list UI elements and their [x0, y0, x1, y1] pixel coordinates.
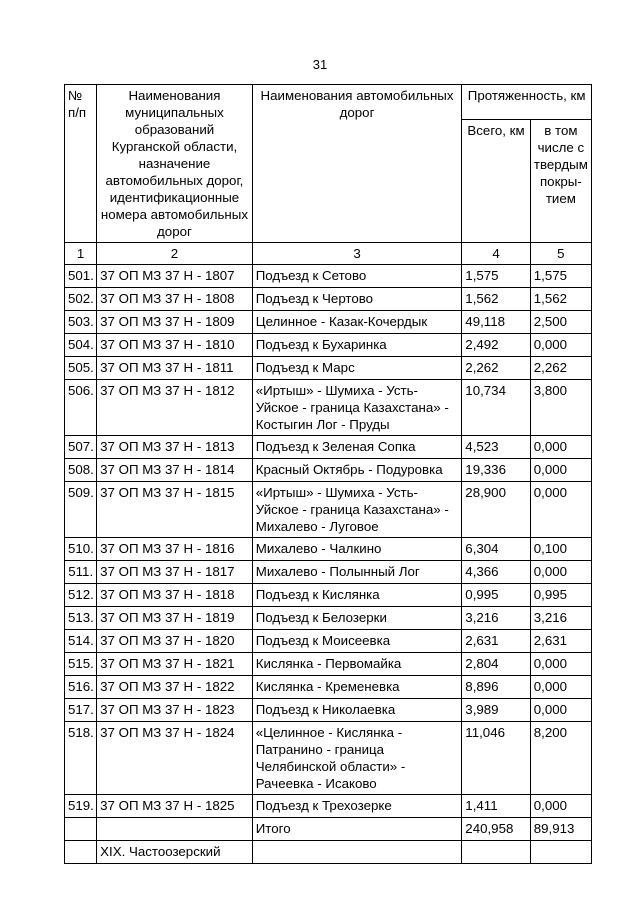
road-name: Кислянка - Первомайка [252, 653, 462, 676]
table-row [65, 380, 592, 436]
length-total: 1,411 [462, 795, 530, 818]
row-number: 508. [65, 459, 97, 482]
length-total: 8,896 [462, 676, 530, 699]
road-id-code: 37 ОП МЗ 37 Н - 1818 [97, 584, 253, 607]
length-paved: 3,800 [530, 380, 591, 436]
row-number: 515. [65, 653, 97, 676]
road-name: Подъезд к Белозерки [252, 607, 462, 630]
length-total: 10,734 [462, 380, 530, 436]
empty-cell [65, 818, 97, 841]
column-number: 3 [252, 243, 462, 265]
road-id-code: 37 ОП МЗ 37 Н - 1816 [97, 538, 253, 561]
road-name: «Целинное - Кислянка - Патранино - граница Челябинской области» - Рачеевка - Исаково [252, 722, 462, 795]
length-total: 2,492 [462, 334, 530, 357]
length-paved: 0,995 [530, 584, 591, 607]
empty-cell [65, 841, 97, 864]
total-length: 240,958 [462, 818, 530, 841]
road-id-code: 37 ОП МЗ 37 Н - 1819 [97, 607, 253, 630]
row-number: 518. [65, 722, 97, 795]
header-length-group: Протяженность, км [462, 85, 592, 120]
table-row [65, 722, 592, 795]
road-name: Подъезд к Сетово [252, 265, 462, 288]
length-total: 2,262 [462, 357, 530, 380]
table-row [65, 795, 592, 818]
road-id-code: 37 ОП МЗ 37 Н - 1817 [97, 561, 253, 584]
header-municipal: Наименования муниципальных образований Курганской области, назначение автомобильных дорог, идентификационные номера автомобильных дорог [97, 85, 253, 243]
row-number: 511. [65, 561, 97, 584]
length-total: 6,304 [462, 538, 530, 561]
road-name: Михалево - Чалкино [252, 538, 462, 561]
row-number: 506. [65, 380, 97, 436]
road-name: Подъезд к Кислянка [252, 584, 462, 607]
empty-cell [97, 818, 253, 841]
empty-cell [530, 841, 591, 864]
length-paved: 0,000 [530, 676, 591, 699]
column-number-row [65, 243, 592, 265]
length-total: 49,118 [462, 311, 530, 334]
table-row [65, 459, 592, 482]
length-total: 0,995 [462, 584, 530, 607]
header-num: № п/п [65, 85, 97, 243]
road-name: Подъезд к Бухаринка [252, 334, 462, 357]
roads-table [64, 84, 592, 864]
length-paved: 0,000 [530, 795, 591, 818]
table-row [65, 699, 592, 722]
road-id-code: 37 ОП МЗ 37 Н - 1823 [97, 699, 253, 722]
header-total: Всего, км [462, 120, 530, 243]
empty-cell [462, 841, 530, 864]
road-id-code: 37 ОП МЗ 37 Н - 1807 [97, 265, 253, 288]
column-number: 2 [97, 243, 253, 265]
length-paved: 0,000 [530, 561, 591, 584]
length-paved: 1,562 [530, 288, 591, 311]
road-name: Подъезд к Николаевка [252, 699, 462, 722]
length-paved: 8,200 [530, 722, 591, 795]
table-row [65, 436, 592, 459]
column-number: 1 [65, 243, 97, 265]
table-row [65, 311, 592, 334]
section-label: XIX. Частоозерский [97, 841, 253, 864]
row-number: 509. [65, 482, 97, 538]
table-row [65, 607, 592, 630]
road-name: Подъезд к Чертово [252, 288, 462, 311]
road-name: Михалево - Полынный Лог [252, 561, 462, 584]
length-total: 11,046 [462, 722, 530, 795]
road-name: Подъезд к Трехозерке [252, 795, 462, 818]
total-label: Итого [252, 818, 462, 841]
road-id-code: 37 ОП МЗ 37 Н - 1811 [97, 357, 253, 380]
length-total: 4,523 [462, 436, 530, 459]
road-id-code: 37 ОП МЗ 37 Н - 1822 [97, 676, 253, 699]
length-total: 3,216 [462, 607, 530, 630]
length-total: 4,366 [462, 561, 530, 584]
road-id-code: 37 ОП МЗ 37 Н - 1824 [97, 722, 253, 795]
header-road-names: Наименования автомобильных дорог [252, 85, 462, 243]
row-number: 513. [65, 607, 97, 630]
road-id-code: 37 ОП МЗ 37 Н - 1814 [97, 459, 253, 482]
row-number: 510. [65, 538, 97, 561]
table-header-row [65, 85, 592, 120]
length-total: 2,631 [462, 630, 530, 653]
length-total: 3,989 [462, 699, 530, 722]
table-row [65, 653, 592, 676]
row-number: 501. [65, 265, 97, 288]
length-paved: 0,000 [530, 334, 591, 357]
road-id-code: 37 ОП МЗ 37 Н - 1810 [97, 334, 253, 357]
length-paved: 0,000 [530, 653, 591, 676]
road-id-code: 37 ОП МЗ 37 Н - 1808 [97, 288, 253, 311]
road-id-code: 37 ОП МЗ 37 Н - 1820 [97, 630, 253, 653]
table-row [65, 334, 592, 357]
row-number: 502. [65, 288, 97, 311]
length-paved: 0,000 [530, 699, 591, 722]
row-number: 516. [65, 676, 97, 699]
header-paved: в том числе с твердым покры-тием [530, 120, 591, 243]
length-paved: 0,100 [530, 538, 591, 561]
table-row [65, 265, 592, 288]
total-row [65, 818, 592, 841]
road-id-code: 37 ОП МЗ 37 Н - 1813 [97, 436, 253, 459]
table-row [65, 676, 592, 699]
length-total: 19,336 [462, 459, 530, 482]
empty-cell [252, 841, 462, 864]
row-number: 505. [65, 357, 97, 380]
length-paved: 2,631 [530, 630, 591, 653]
row-number: 512. [65, 584, 97, 607]
road-id-code: 37 ОП МЗ 37 Н - 1815 [97, 482, 253, 538]
length-total: 2,804 [462, 653, 530, 676]
table-row [65, 561, 592, 584]
length-paved: 3,216 [530, 607, 591, 630]
length-paved: 0,000 [530, 459, 591, 482]
road-name: Красный Октябрь - Подуровка [252, 459, 462, 482]
length-paved: 2,262 [530, 357, 591, 380]
length-paved: 0,000 [530, 482, 591, 538]
row-number: 507. [65, 436, 97, 459]
road-name: Подъезд к Зеленая Сопка [252, 436, 462, 459]
page-number: 31 [312, 57, 328, 72]
road-id-code: 37 ОП МЗ 37 Н - 1809 [97, 311, 253, 334]
section-row [65, 841, 592, 864]
length-paved: 1,575 [530, 265, 591, 288]
length-paved: 2,500 [530, 311, 591, 334]
table-row [65, 357, 592, 380]
table-row [65, 288, 592, 311]
length-total: 1,575 [462, 265, 530, 288]
road-name: «Иртыш» - Шумиха - Усть-Уйское - граница Казахстана» - Михалево - Луговое [252, 482, 462, 538]
road-name: «Иртыш» - Шумиха - Усть-Уйское - граница Казахстана» - Костыгин Лог - Пруды [252, 380, 462, 436]
road-name: Кислянка - Кременевка [252, 676, 462, 699]
table-row [65, 584, 592, 607]
total-paved: 89,913 [530, 818, 591, 841]
row-number: 519. [65, 795, 97, 818]
length-total: 1,562 [462, 288, 530, 311]
row-number: 514. [65, 630, 97, 653]
column-number: 4 [462, 243, 530, 265]
table-row [65, 538, 592, 561]
road-name: Подъезд к Марс [252, 357, 462, 380]
row-number: 517. [65, 699, 97, 722]
length-paved: 0,000 [530, 436, 591, 459]
row-number: 503. [65, 311, 97, 334]
row-number: 504. [65, 334, 97, 357]
length-total: 28,900 [462, 482, 530, 538]
road-name: Целинное - Казак-Кочердык [252, 311, 462, 334]
road-id-code: 37 ОП МЗ 37 Н - 1825 [97, 795, 253, 818]
road-name: Подъезд к Моисеевка [252, 630, 462, 653]
column-number: 5 [530, 243, 591, 265]
road-id-code: 37 ОП МЗ 37 Н - 1821 [97, 653, 253, 676]
table-row [65, 482, 592, 538]
road-id-code: 37 ОП МЗ 37 Н - 1812 [97, 380, 253, 436]
table-row [65, 630, 592, 653]
